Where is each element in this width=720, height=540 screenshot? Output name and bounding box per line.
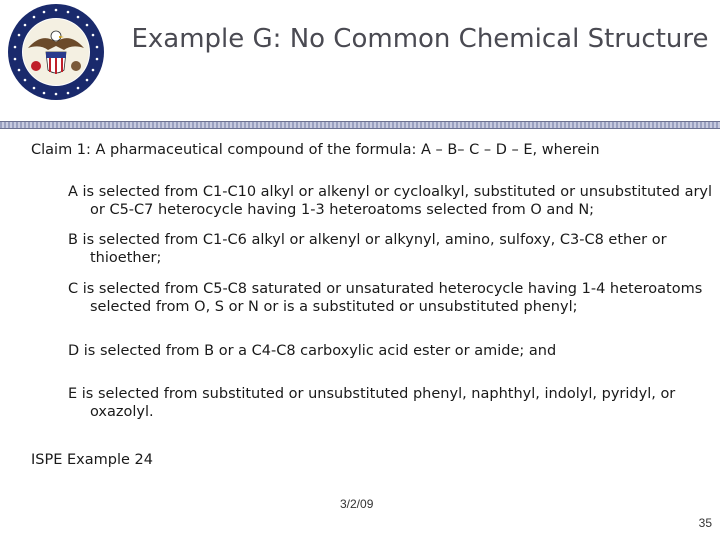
uspto-seal-icon <box>6 2 106 102</box>
ispe-example-label: ISPE Example 24 <box>31 452 153 468</box>
footer-date: 3/2/09 <box>340 497 374 511</box>
claim-item-d: D is selected from B or a C4-C8 carboxylic acid ester or amide; and <box>68 343 557 359</box>
claim-intro: Claim 1: A pharmaceutical compound of the formula: A – B– C – D – E, wherein <box>31 142 600 158</box>
claim-item-b: B is selected from C1-C6 alkyl or alkenyl or alkynyl, amino, sulfoxy, C3-C8 ether or thioether; <box>68 232 667 266</box>
claim-item-e: E is selected from substituted or unsubstituted phenyl, naphthyl, indolyl, pyridyl, or oxazolyl. <box>68 386 676 420</box>
slide-title: Example G: No Common Chemical Structure <box>131 24 709 54</box>
page-number: 35 <box>698 516 712 530</box>
claim-item-a: A is selected from C1-C10 alkyl or alkenyl or cycloalkyl, substituted or unsubstituted aryl or C5-C7 heterocycle having 1-3 heteroatoms selected from O and N; <box>68 184 713 218</box>
claim-item-c: C is selected from C5-C8 saturated or unsaturated heterocycle having 1-4 heteroatoms selected from O, S or N or is a substituted or unsubstituted phenyl; <box>68 281 703 315</box>
title-divider <box>0 121 720 129</box>
